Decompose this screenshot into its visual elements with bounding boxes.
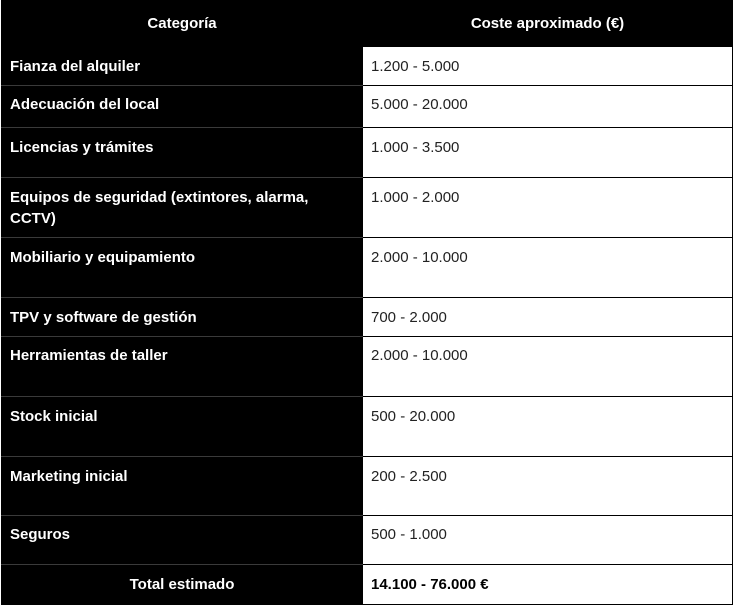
total-row [2, 565, 733, 605]
table-row [2, 238, 733, 298]
category-cell: Stock inicial [2, 397, 363, 457]
table-header-row [2, 1, 733, 47]
category-cell: Equipos de seguridad (extintores, alarma, CCTV) [2, 178, 363, 238]
cost-cell: 2.000 - 10.000 [363, 337, 733, 397]
category-cell: Licencias y trámites [2, 128, 363, 178]
table-row [2, 516, 733, 565]
table-row [2, 457, 733, 516]
header-cost: Coste aproximado (€) [363, 1, 733, 47]
cost-cell: 2.000 - 10.000 [363, 238, 733, 298]
cost-cell: 5.000 - 20.000 [363, 86, 733, 128]
table-row [2, 47, 733, 86]
category-cell: TPV y software de gestión [2, 298, 363, 337]
total-value: 14.100 - 76.000 € [363, 565, 733, 605]
category-cell: Seguros [2, 516, 363, 565]
table-row [2, 298, 733, 337]
cost-cell: 200 - 2.500 [363, 457, 733, 516]
table-row [2, 337, 733, 397]
category-cell: Mobiliario y equipamiento [2, 238, 363, 298]
table-row [2, 128, 733, 178]
table-row [2, 178, 733, 238]
category-cell: Herramientas de taller [2, 337, 363, 397]
table-row [2, 397, 733, 457]
total-label: Total estimado [2, 565, 363, 605]
category-cell: Marketing inicial [2, 457, 363, 516]
table-row [2, 86, 733, 128]
cost-table-container [1, 0, 732, 605]
cost-cell: 500 - 1.000 [363, 516, 733, 565]
cost-cell: 500 - 20.000 [363, 397, 733, 457]
header-category: Categoría [2, 1, 363, 47]
cost-cell: 700 - 2.000 [363, 298, 733, 337]
cost-cell: 1.000 - 3.500 [363, 128, 733, 178]
category-cell: Adecuación del local [2, 86, 363, 128]
category-cell: Fianza del alquiler [2, 47, 363, 86]
cost-cell: 1.000 - 2.000 [363, 178, 733, 238]
cost-cell: 1.200 - 5.000 [363, 47, 733, 86]
cost-table [1, 0, 733, 605]
